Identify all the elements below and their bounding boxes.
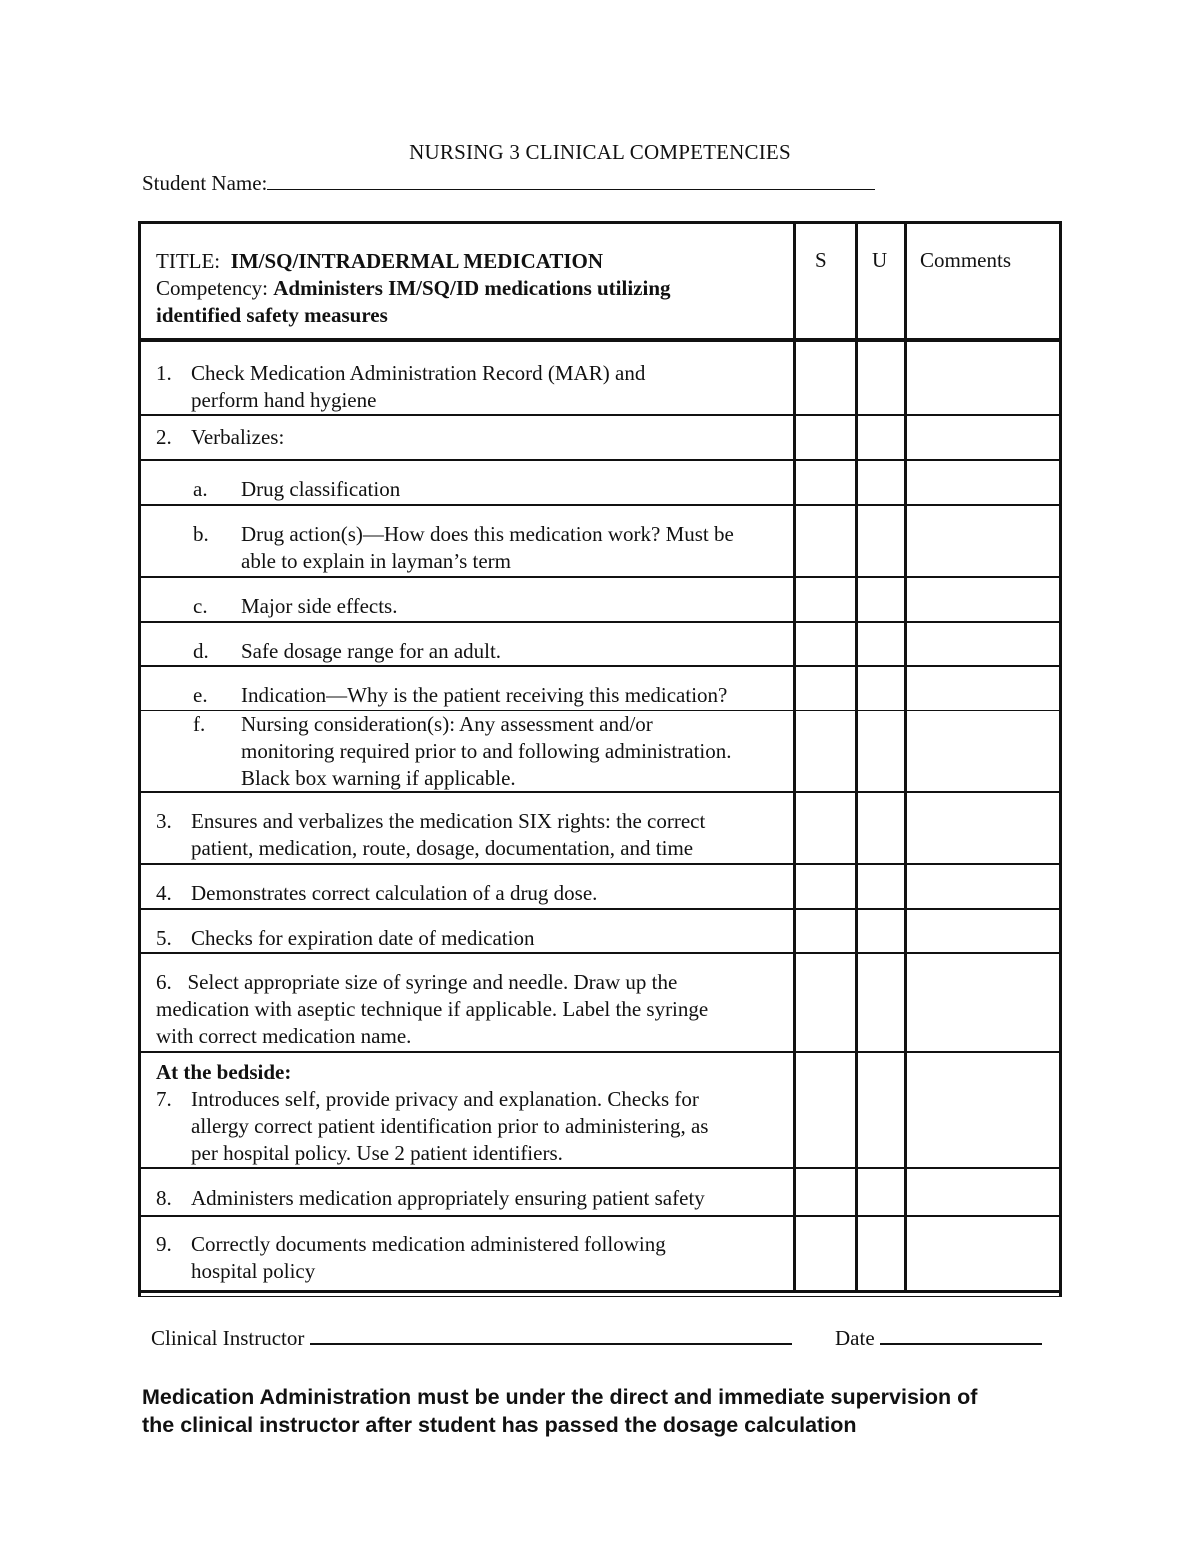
page-title: NURSING 3 CLINICAL COMPETENCIES	[409, 140, 791, 164]
table-row: 1. Check Medication Administration Record (MAR) and perform hand hygiene	[141, 342, 1059, 416]
col-header-comments: Comments	[920, 248, 1012, 272]
competency-label: Competency:	[156, 276, 268, 300]
table-row: e. Indication—Why is the patient receiving this medication?	[141, 667, 1059, 711]
bedside-heading: At the bedside:	[156, 1060, 292, 1084]
competency-value-cont: identified safety measures	[156, 303, 388, 327]
date-label: Date	[835, 1326, 875, 1350]
table-row: a. Drug classification	[141, 461, 1059, 506]
table-row: At the bedside: 7. Introduces self, provide privacy and explanation. Checks for allergy correct patient identification prior to administering, as per hospital policy. Use 2 patient identifiers.	[141, 1053, 1059, 1169]
col-header-u: U	[872, 248, 888, 272]
student-name-label: Student Name:	[142, 171, 268, 195]
instructor-label: Clinical Instructor	[151, 1326, 305, 1350]
table-row: 6. Select appropriate size of syringe and needle. Draw up the medication with aseptic technique if applicable. Label the syringe with correct medication name.	[141, 954, 1059, 1053]
instructor-line	[151, 1323, 792, 1351]
table-row: c. Major side effects.	[141, 578, 1059, 623]
competency-value: Administers IM/SQ/ID medications utilizing	[273, 276, 671, 300]
title-value: IM/SQ/INTRADERMAL MEDICATION	[230, 249, 604, 273]
competency-table	[138, 221, 1062, 1297]
table-row: 3. Ensures and verbalizes the medication SIX rights: the correct patient, medication, route, dosage, documentation, and time	[141, 793, 1059, 865]
supervision-notice: Medication Administration must be under the direct and immediate supervision of the clinical instructor after student has passed the dosage calculation	[142, 1385, 978, 1437]
date-field[interactable]	[880, 1323, 1042, 1345]
title-label: TITLE:	[156, 249, 221, 273]
table-bottom-border	[138, 1290, 1062, 1297]
col-header-s: S	[815, 248, 827, 272]
student-name-line	[142, 169, 875, 196]
instructor-field[interactable]	[310, 1323, 792, 1345]
table-row: 9. Correctly documents medication administered following hospital policy	[156, 1232, 666, 1283]
table-row: 5. Checks for expiration date of medication	[141, 910, 1059, 954]
table-row: 2. Verbalizes:	[141, 416, 1059, 461]
student-name-field[interactable]	[267, 169, 875, 190]
date-line	[835, 1323, 1042, 1351]
table-row: 4. Demonstrates correct calculation of a drug dose.	[141, 865, 1059, 910]
header-title-cell	[156, 248, 791, 329]
table-row: b. Drug action(s)—How does this medication work? Must be able to explain in layman’s term	[141, 506, 1059, 578]
table-row: f. Nursing consideration(s): Any assessment and/or monitoring required prior to and following administration. Black box warning if applicable.	[141, 711, 1059, 793]
table-row: 8. Administers medication appropriately ensuring patient safety	[141, 1169, 1059, 1217]
table-row: d. Safe dosage range for an adult.	[141, 623, 1059, 667]
table-header-row	[141, 224, 1059, 342]
